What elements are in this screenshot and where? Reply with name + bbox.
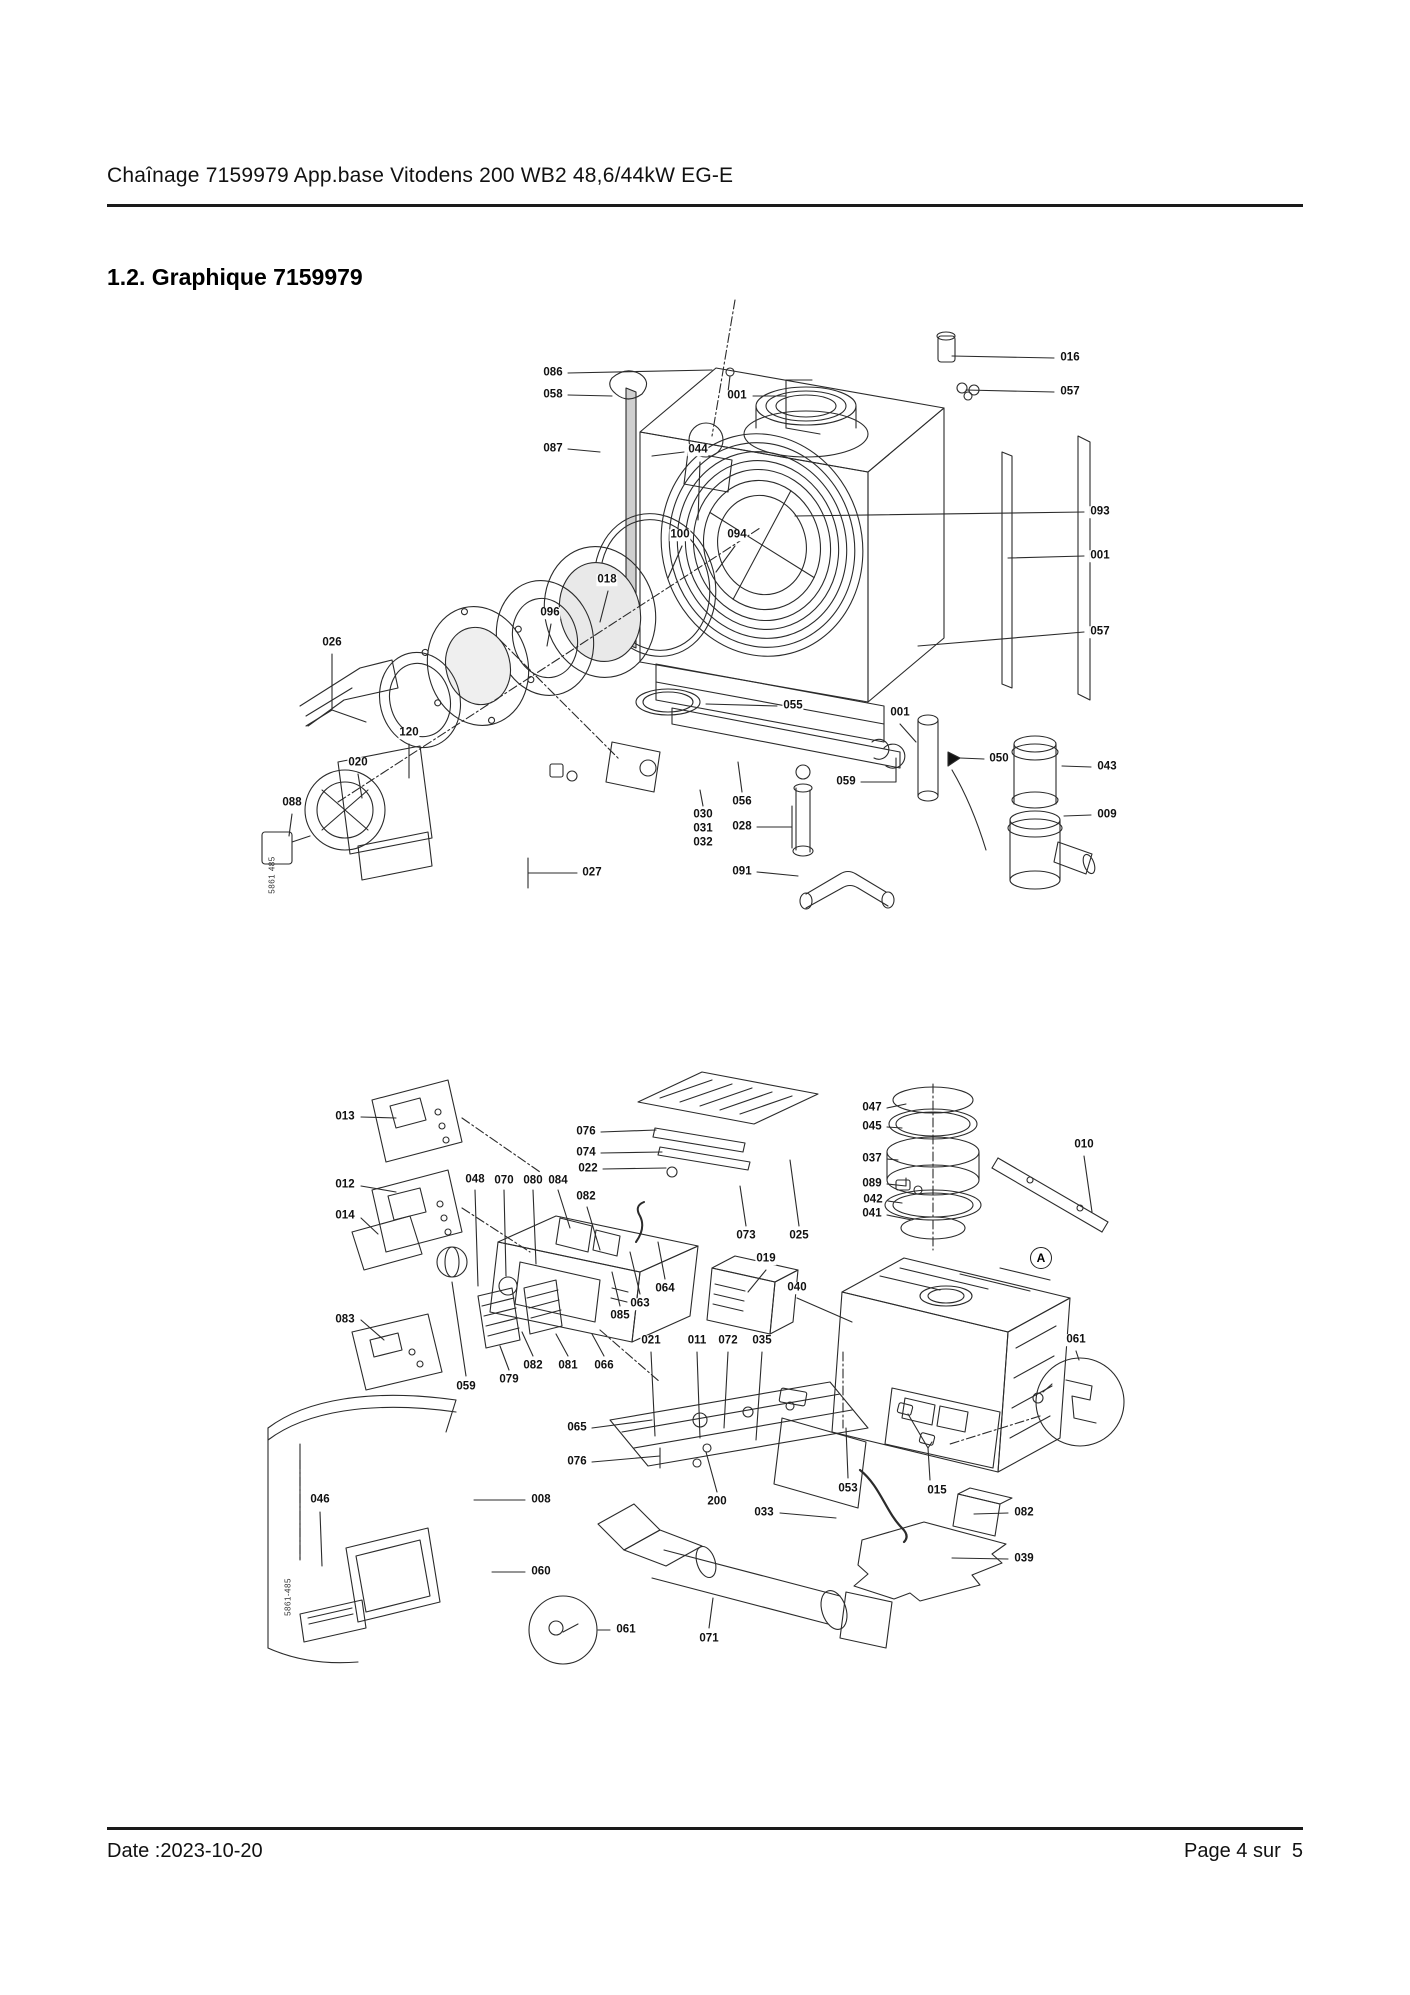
- part-label-012: 012: [335, 1178, 355, 1191]
- part-label-085: 085: [610, 1309, 630, 1322]
- part-label-071: 071: [699, 1632, 719, 1645]
- part-label-200: 200: [707, 1495, 727, 1508]
- part-label-060: 060: [531, 1565, 551, 1578]
- part-label-094: 094: [727, 528, 747, 541]
- part-label-074: 074: [576, 1146, 596, 1159]
- diagram1-coil: [636, 411, 887, 679]
- part-label-001: 001: [1090, 549, 1110, 562]
- diagram1-piping: [550, 689, 1097, 909]
- part-label-061: 061: [616, 1623, 636, 1636]
- part-label-084: 084: [548, 1174, 568, 1187]
- part-label-025: 025: [789, 1229, 809, 1242]
- part-label-033: 033: [754, 1506, 774, 1519]
- part-label-014: 014: [335, 1209, 355, 1222]
- part-label-082: 082: [576, 1190, 596, 1203]
- part-label-015: 015: [927, 1484, 947, 1497]
- footer-date: Date :2023-10-20: [107, 1840, 263, 1862]
- part-label-008: 008: [531, 1493, 551, 1506]
- part-label-026: 026: [322, 636, 342, 649]
- part-label-081: 081: [558, 1359, 578, 1372]
- part-label-045: 045: [862, 1120, 882, 1133]
- part-label-076: 076: [567, 1455, 587, 1468]
- part-label-042: 042: [863, 1193, 883, 1206]
- diagram2-psu-box: [707, 1256, 798, 1334]
- footer-page-number: Page 4 sur 5: [1184, 1840, 1303, 1862]
- part-label-031: 031: [693, 822, 713, 835]
- part-label-070: 070: [494, 1174, 514, 1187]
- diagram1-burner-fan-unit: [262, 746, 432, 880]
- diagram2-leader-lines: [320, 1101, 1092, 1630]
- part-label-120: 120: [399, 726, 419, 739]
- part-label-087: 087: [543, 442, 563, 455]
- part-label-057: 057: [1090, 625, 1110, 638]
- diagram2-control-panels: [352, 1080, 462, 1270]
- part-label-020: 020: [348, 756, 368, 769]
- diagram1-ring-stack: [300, 501, 731, 757]
- diagram1-heat-cell-box: [626, 332, 1090, 768]
- part-label-011: 011: [687, 1334, 707, 1347]
- part-label-079: 079: [499, 1373, 519, 1386]
- diagram2-duct-assembly: [598, 1358, 1124, 1648]
- detail-marker-a: A: [1030, 1247, 1052, 1269]
- part-label-096: 096: [540, 606, 560, 619]
- part-label-039: 039: [1014, 1552, 1034, 1565]
- part-label-089: 089: [862, 1177, 882, 1190]
- part-label-058: 058: [543, 388, 563, 401]
- part-label-035: 035: [752, 1334, 772, 1347]
- part-label-064: 064: [655, 1282, 675, 1295]
- part-label-013: 013: [335, 1110, 355, 1123]
- diagram2-burner-rail: [610, 1382, 868, 1467]
- part-label-018: 018: [597, 573, 617, 586]
- part-label-061: 061: [1066, 1333, 1086, 1346]
- part-label-083: 083: [335, 1313, 355, 1326]
- part-label-030: 030: [693, 808, 713, 821]
- part-label-019: 019: [756, 1252, 776, 1265]
- part-label-088: 088: [282, 796, 302, 809]
- part-label-072: 072: [718, 1334, 738, 1347]
- diagram2-control-box: [352, 1202, 698, 1390]
- part-label-076: 076: [576, 1125, 596, 1138]
- part-label-066: 066: [594, 1359, 614, 1372]
- part-label-041: 041: [862, 1207, 882, 1220]
- part-label-063: 063: [630, 1297, 650, 1310]
- part-label-021: 021: [641, 1334, 661, 1347]
- diagram2-flue-adapter-stack: [885, 1087, 1108, 1239]
- part-label-046: 046: [310, 1493, 330, 1506]
- part-label-037: 037: [862, 1152, 882, 1165]
- part-label-016: 016: [1060, 351, 1080, 364]
- diagram2-tank: [832, 1258, 1070, 1472]
- diagram2-jacket-panels: [268, 1395, 597, 1664]
- part-label-010: 010: [1074, 1138, 1094, 1151]
- part-label-048: 048: [465, 1173, 485, 1186]
- part-label-001: 001: [727, 389, 747, 402]
- part-label-086: 086: [543, 366, 563, 379]
- part-label-009: 009: [1097, 808, 1117, 821]
- part-label-091: 091: [732, 865, 752, 878]
- part-label-001: 001: [890, 706, 910, 719]
- part-label-032: 032: [693, 836, 713, 849]
- part-label-047: 047: [862, 1101, 882, 1114]
- part-label-028: 028: [732, 820, 752, 833]
- drawing-number-lower: 5861-485: [283, 1578, 293, 1616]
- part-label-056: 056: [732, 795, 752, 808]
- part-label-059: 059: [836, 775, 856, 788]
- part-label-022: 022: [578, 1162, 598, 1175]
- part-label-065: 065: [567, 1421, 587, 1434]
- diagram2-top-cover: [638, 1072, 818, 1177]
- part-label-082: 082: [523, 1359, 543, 1372]
- part-label-043: 043: [1097, 760, 1117, 773]
- part-label-050: 050: [989, 752, 1009, 765]
- drawing-number-upper: 5861 485: [267, 856, 277, 894]
- part-label-100: 100: [670, 528, 690, 541]
- footer-rule: [107, 1827, 1303, 1830]
- part-label-044: 044: [688, 443, 708, 456]
- part-label-059: 059: [456, 1380, 476, 1393]
- part-label-053: 053: [838, 1482, 858, 1495]
- part-label-057: 057: [1060, 385, 1080, 398]
- part-label-073: 073: [736, 1229, 756, 1242]
- part-label-055: 055: [783, 699, 803, 712]
- part-label-082: 082: [1014, 1506, 1034, 1519]
- header-title: Chaînage 7159979 App.base Vitodens 200 WB2 48,6/44kW EG-E: [107, 164, 734, 187]
- part-label-027: 027: [582, 866, 602, 879]
- part-label-093: 093: [1090, 505, 1110, 518]
- section-title: 1.2. Graphique 7159979: [107, 264, 363, 290]
- part-label-040: 040: [787, 1281, 807, 1294]
- part-label-080: 080: [523, 1174, 543, 1187]
